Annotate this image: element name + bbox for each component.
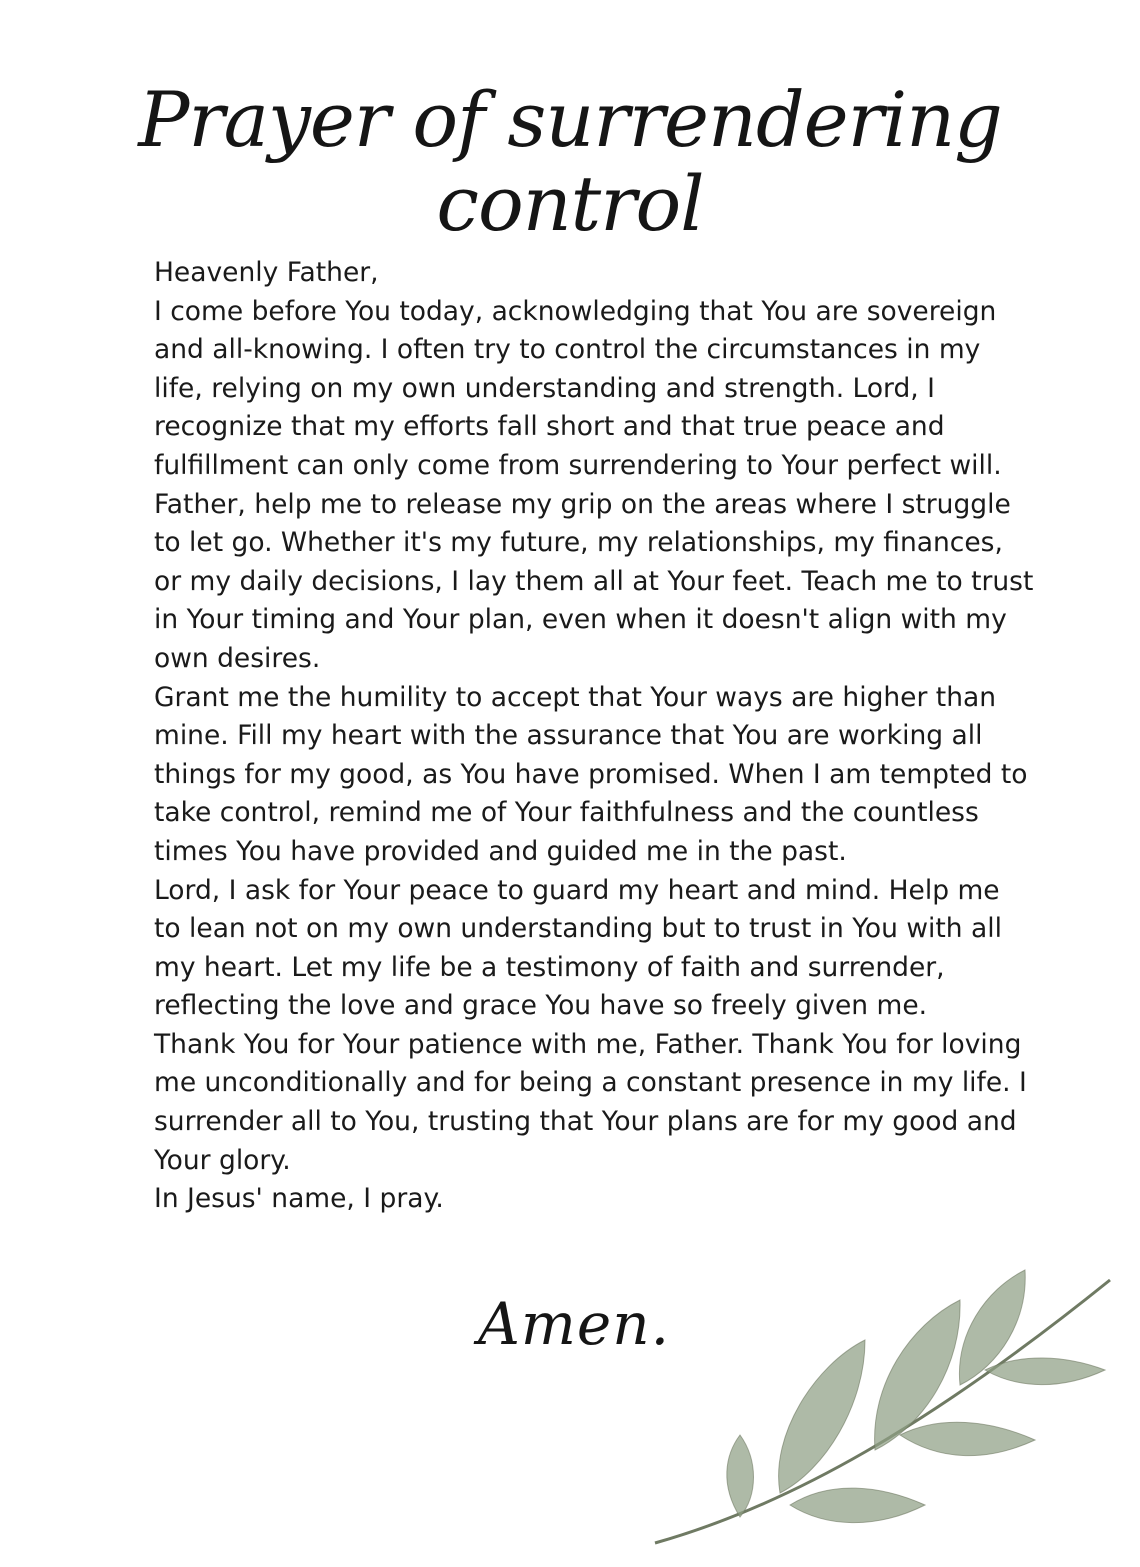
paragraph-1: I come before You today, acknowledging that You are sovereign and all-knowing. I often try to control the circumstances in my life, relying on my own understanding and strength. Lord, I recognize that my efforts fall short and that true peace and fulfillment can only come from surrendering to Your perfect will. xyxy=(154,295,1002,481)
amen-signature: Amen. xyxy=(478,1290,670,1358)
page-title: Prayer of surrendering control xyxy=(138,75,1002,248)
paragraph-5: Thank You for Your patience with me, Father. Thank You for loving me unconditionally and for being a constant presence in my life. I surrender all to You, trusting that Your plans are for my good and Your glory. xyxy=(154,1028,1027,1176)
olive-branch-icon xyxy=(640,1255,1120,1555)
prayer-body xyxy=(154,254,1034,1219)
paragraph-2: Father, help me to release my grip on the areas where I struggle to let go. Whether it's my future, my relationships, my finances, or my daily decisions, I lay them all at Your feet. Teach me to trust in Your timing and Your plan, even when it doesn't align with my own desires. xyxy=(154,488,1034,674)
closing-line: In Jesus' name, I pray. xyxy=(154,1183,444,1215)
greeting: Heavenly Father, xyxy=(154,257,379,288)
paragraph-4: Lord, I ask for Your peace to guard my heart and mind. Help me to lean not on my own understanding but to trust in You with all my heart. Let my life be a testimony of faith and surrender, reflecting the love and grace You have so freely given me. xyxy=(154,874,1002,1022)
paragraph-3: Grant me the humility to accept that Your ways are higher than mine. Fill my heart with the assurance that You are working all things for my good, as You have promised. When I am tempted to take control, remind me of Your faithfulness and the countless times You have provided and guided me in the past. xyxy=(154,681,1028,867)
